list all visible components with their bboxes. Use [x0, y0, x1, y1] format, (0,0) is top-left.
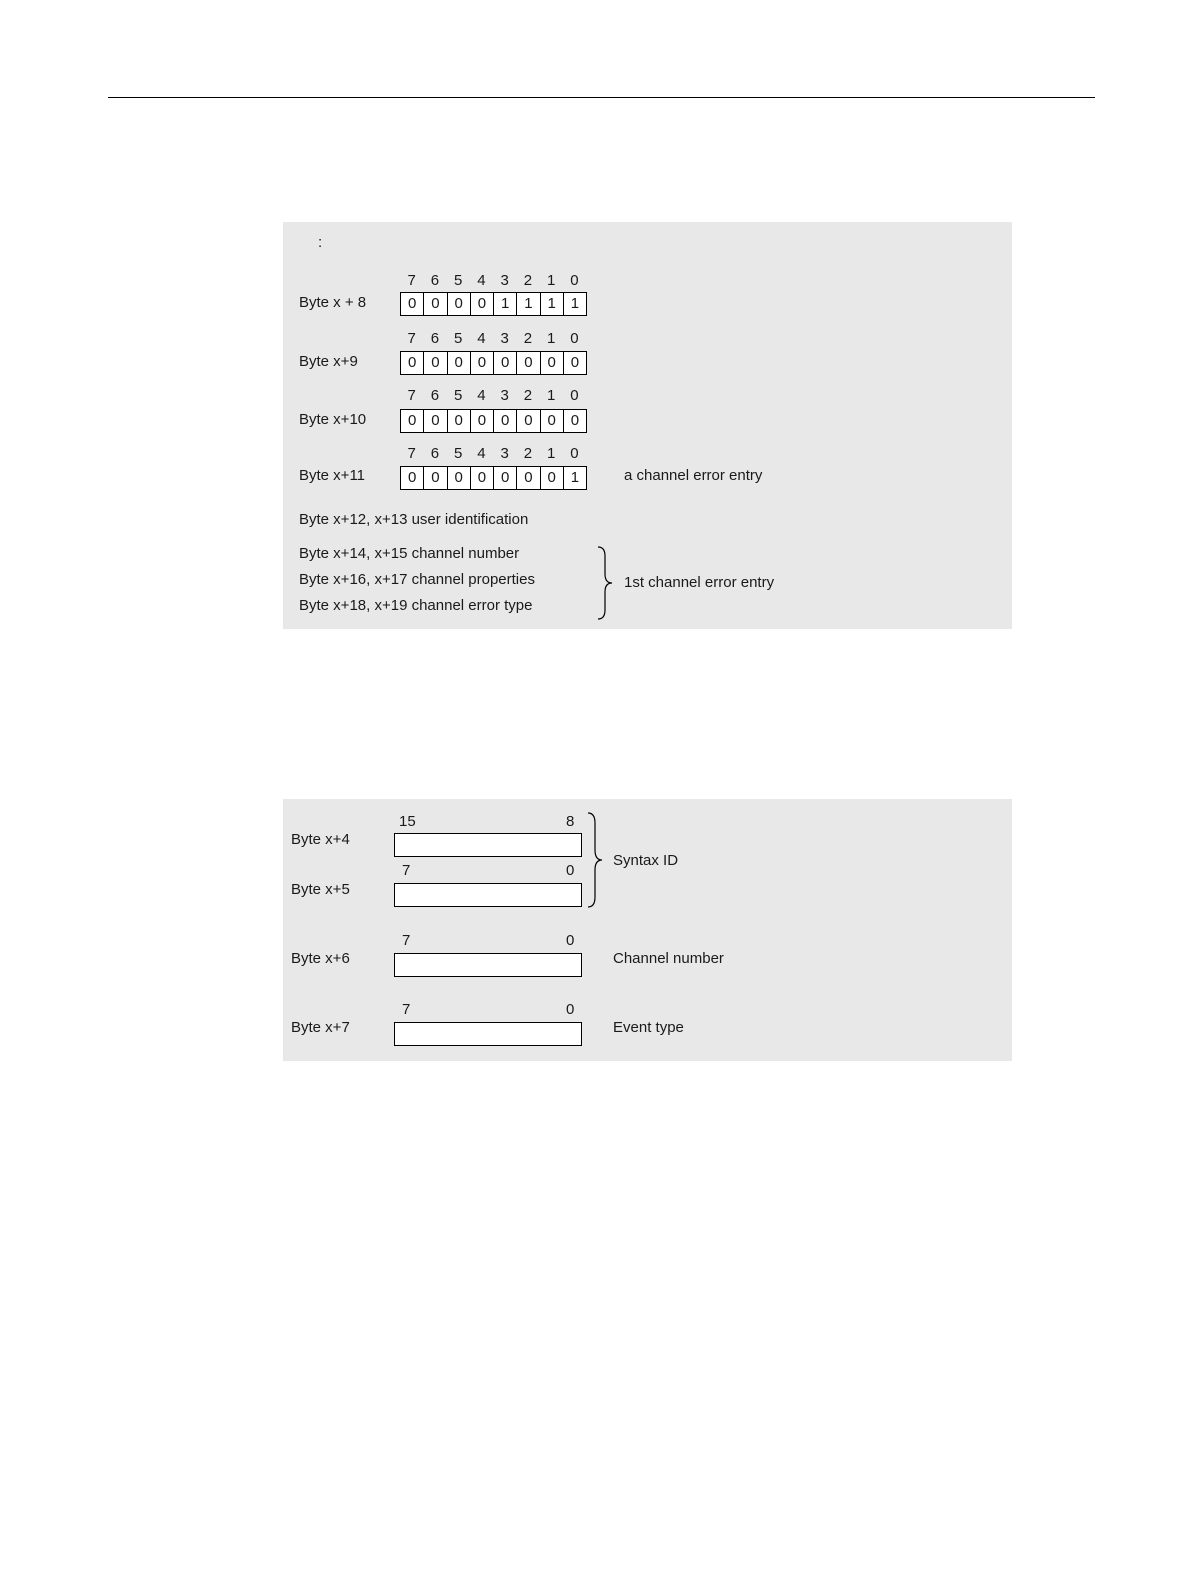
bit-number: 0 — [570, 330, 579, 347]
bit-cell: 0 — [517, 352, 540, 374]
bit-number: 2 — [523, 445, 533, 462]
entry-line-channel-error-type: Byte x+18, x+19 channel error type — [299, 597, 533, 614]
byte-field-x5 — [394, 883, 582, 907]
right-brace-icon — [585, 812, 605, 908]
bit-number: 5 — [453, 330, 463, 347]
bit-numbers-byte-x10 — [400, 387, 586, 405]
bit-cell: 0 — [517, 467, 540, 489]
bit-cells-byte-x8 — [400, 292, 587, 316]
bit-numbers-byte-x11 — [400, 445, 586, 463]
bit-number: 4 — [477, 330, 486, 347]
byte-label: Byte x+9 — [299, 353, 358, 370]
byte-label: Byte x+10 — [299, 411, 367, 428]
low-bit-number: 8 — [566, 813, 575, 830]
bit-number: 7 — [407, 387, 416, 404]
bit-cell: 0 — [541, 352, 564, 374]
bit-cell: 0 — [448, 293, 471, 315]
bit-cell: 1 — [570, 295, 580, 312]
bit-cell: 0 — [570, 412, 580, 429]
bit-number: 0 — [570, 445, 579, 462]
bit-number: 1 — [546, 272, 556, 289]
bit-number: 1 — [546, 330, 556, 347]
entry-line-channel-properties: Byte x+16, x+17 channel properties — [299, 571, 535, 588]
bit-numbers-byte-x8 — [400, 272, 586, 290]
bit-number: 6 — [430, 445, 440, 462]
bit-cell: 0 — [471, 352, 494, 374]
bit-cell: 1 — [541, 293, 564, 315]
bit-number: 3 — [500, 445, 509, 462]
bit-number: 0 — [570, 387, 579, 404]
low-bit-number: 0 — [566, 862, 575, 879]
diagram-colon: : — [318, 234, 323, 251]
channel-error-entry-note: a channel error entry — [624, 467, 763, 484]
bit-cell: 0 — [424, 467, 447, 489]
low-bit-number: 0 — [566, 1001, 575, 1018]
byte-label: Byte x + 8 — [299, 294, 367, 311]
entry-line-channel-number: Byte x+14, x+15 channel number — [299, 545, 520, 562]
bit-cell: 0 — [471, 410, 494, 432]
bit-cell: 0 — [494, 352, 517, 374]
bit-cell: 1 — [517, 293, 540, 315]
right-brace-icon — [593, 546, 613, 620]
bit-number: 4 — [477, 272, 486, 289]
bit-cell: 0 — [541, 410, 564, 432]
bit-cell: 0 — [517, 410, 540, 432]
bit-cell: 1 — [494, 293, 517, 315]
bit-cell: 0 — [448, 467, 471, 489]
first-channel-error-entry-label: 1st channel error entry — [624, 574, 775, 591]
bit-cell: 0 — [424, 410, 447, 432]
byte-field-x7 — [394, 1022, 582, 1046]
bit-cell: 0 — [471, 467, 494, 489]
byte-field-x4 — [394, 833, 582, 857]
bit-cell: 0 — [424, 293, 447, 315]
bit-number: 7 — [407, 272, 416, 289]
bit-number: 3 — [500, 330, 509, 347]
bit-cell: 0 — [424, 352, 447, 374]
bit-cell: 0 — [448, 352, 471, 374]
bit-number: 7 — [407, 330, 416, 347]
channel-number-label: Channel number — [613, 950, 724, 967]
bit-number: 0 — [570, 272, 579, 289]
bit-number: 5 — [453, 272, 463, 289]
bit-cells-byte-x9 — [400, 351, 587, 375]
bit-number: 4 — [477, 387, 486, 404]
bit-number: 2 — [523, 272, 533, 289]
bit-cell: 0 — [401, 293, 424, 315]
bit-number: 7 — [407, 445, 416, 462]
byte-label: Byte x+5 — [291, 881, 350, 898]
bit-number: 6 — [430, 272, 440, 289]
byte-label: Byte x+11 — [299, 467, 366, 484]
bit-number: 1 — [546, 445, 556, 462]
user-identification-line: Byte x+12, x+13 user identification — [299, 511, 529, 528]
bit-cell: 0 — [494, 410, 517, 432]
bit-number: 5 — [453, 387, 463, 404]
byte-label: Byte x+7 — [291, 1019, 350, 1036]
bit-number: 3 — [500, 272, 509, 289]
bit-number: 2 — [523, 330, 533, 347]
channel-event-diagram — [283, 799, 1012, 1061]
bit-cell: 0 — [541, 467, 564, 489]
event-type-label: Event type — [613, 1019, 684, 1036]
bit-number: 1 — [546, 387, 556, 404]
byte-field-x6 — [394, 953, 582, 977]
byte-label: Byte x+4 — [291, 831, 350, 848]
syntax-id-label: Syntax ID — [613, 852, 679, 869]
bit-cell: 0 — [471, 293, 494, 315]
header-rule — [108, 97, 1095, 98]
bit-cell: 0 — [448, 410, 471, 432]
bit-numbers-byte-x9 — [400, 330, 586, 348]
bit-cells-byte-x10 — [400, 409, 587, 433]
channel-diagnosis-diagram — [283, 222, 1012, 629]
high-bit-number: 15 — [399, 813, 416, 830]
bit-number: 3 — [500, 387, 509, 404]
high-bit-number: 7 — [402, 1001, 411, 1018]
bit-cells-byte-x11 — [400, 466, 587, 490]
bit-cell: 1 — [570, 469, 580, 486]
bit-number: 5 — [453, 445, 463, 462]
byte-label: Byte x+6 — [291, 950, 350, 967]
bit-cell: 0 — [570, 354, 580, 371]
high-bit-number: 7 — [402, 862, 411, 879]
high-bit-number: 7 — [402, 932, 411, 949]
bit-number: 2 — [523, 387, 533, 404]
bit-number: 6 — [430, 387, 440, 404]
bit-cell: 0 — [401, 410, 424, 432]
low-bit-number: 0 — [566, 932, 575, 949]
bit-number: 6 — [430, 330, 440, 347]
bit-cell: 0 — [494, 467, 517, 489]
bit-cell: 0 — [401, 352, 424, 374]
bit-cell: 0 — [401, 467, 424, 489]
bit-number: 4 — [477, 445, 486, 462]
